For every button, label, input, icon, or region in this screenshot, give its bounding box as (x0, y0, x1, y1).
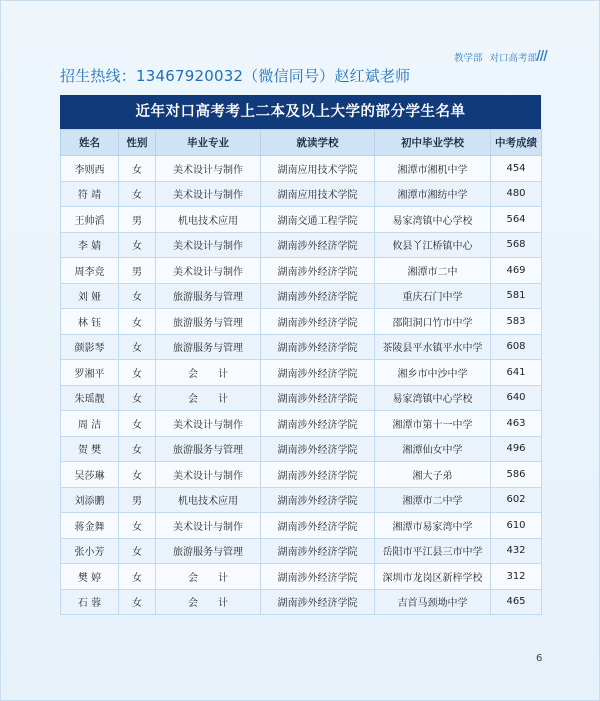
cell-university: 湖南涉外经济学院 (261, 487, 375, 513)
cell-gender: 女 (119, 283, 156, 309)
cell-middle-school: 湘潭市易家湾中学 (375, 513, 491, 539)
cell-middle-school: 邵阳洞口竹市中学 (375, 309, 491, 335)
cell-major: 美术设计与制作 (156, 411, 261, 437)
tag-teaching-dept: 教学部 (453, 53, 483, 64)
col-header-middle-school: 初中毕业学校 (375, 130, 491, 156)
cell-middle-school: 吉首马颈坳中学 (375, 589, 491, 615)
cell-gender: 女 (119, 436, 156, 462)
cell-major: 美术设计与制作 (156, 462, 261, 488)
cell-university: 湖南涉外经济学院 (261, 589, 375, 615)
cell-university: 湖南应用技术学院 (261, 181, 375, 207)
cell-score: 583 (491, 309, 542, 335)
cell-major: 美术设计与制作 (156, 156, 261, 182)
cell-name: 周 洁 (61, 411, 119, 437)
cell-score: 610 (491, 513, 542, 539)
col-header-name: 姓名 (61, 130, 119, 156)
cell-university: 湖南涉外经济学院 (261, 360, 375, 386)
col-header-score: 中考成绩 (491, 130, 542, 156)
table-title: 近年对口高考考上二本及以上大学的部分学生名单 (60, 95, 541, 129)
cell-name: 石 蓉 (61, 589, 119, 615)
cell-name: 颜影琴 (61, 334, 119, 360)
cell-score: 432 (491, 538, 542, 564)
cell-score: 480 (491, 181, 542, 207)
table-row (61, 462, 542, 488)
cell-gender: 女 (119, 385, 156, 411)
cell-major: 旅游服务与管理 (156, 538, 261, 564)
col-header-gender: 性别 (119, 130, 156, 156)
cell-score: 496 (491, 436, 542, 462)
cell-major: 会 计 (156, 589, 261, 615)
cell-major: 美术设计与制作 (156, 232, 261, 258)
cell-university: 湖南涉外经济学院 (261, 564, 375, 590)
cell-university: 湖南涉外经济学院 (261, 538, 375, 564)
hotline-text: 招生热线：13467920032（微信同号）赵红斌老师 (60, 67, 411, 85)
cell-gender: 女 (119, 538, 156, 564)
cell-university: 湖南涉外经济学院 (261, 462, 375, 488)
cell-gender: 女 (119, 181, 156, 207)
cell-middle-school: 湘潭市二中 (375, 258, 491, 284)
table-body (61, 156, 542, 615)
cell-middle-school: 湘潭市湘机中学 (375, 156, 491, 182)
cell-name: 吴莎琳 (61, 462, 119, 488)
cell-major: 旅游服务与管理 (156, 334, 261, 360)
section-tagline (454, 50, 537, 64)
cell-middle-school: 重庆石门中学 (375, 283, 491, 309)
cell-name: 符 靖 (61, 181, 119, 207)
cell-name: 刘添鹏 (61, 487, 119, 513)
cell-score: 581 (491, 283, 542, 309)
cell-score: 463 (491, 411, 542, 437)
cell-major: 会 计 (156, 385, 261, 411)
table-row (61, 411, 542, 437)
cell-gender: 女 (119, 334, 156, 360)
cell-gender: 女 (119, 513, 156, 539)
cell-major: 旅游服务与管理 (156, 436, 261, 462)
cell-score: 312 (491, 564, 542, 590)
cell-name: 朱瑶靓 (61, 385, 119, 411)
table-row (61, 334, 542, 360)
cell-score: 465 (491, 589, 542, 615)
cell-middle-school: 湘潭仙女中学 (375, 436, 491, 462)
cell-university: 湖南交通工程学院 (261, 207, 375, 233)
cell-middle-school: 湘潭市二中学 (375, 487, 491, 513)
cell-major: 旅游服务与管理 (156, 283, 261, 309)
cell-major: 会 计 (156, 360, 261, 386)
table-row (61, 258, 542, 284)
cell-gender: 女 (119, 564, 156, 590)
cell-score: 602 (491, 487, 542, 513)
cell-university: 湖南涉外经济学院 (261, 411, 375, 437)
table-row (61, 487, 542, 513)
cell-major: 机电技术应用 (156, 487, 261, 513)
stripes-icon (535, 50, 549, 61)
table-row (61, 156, 542, 182)
table-row (61, 513, 542, 539)
cell-middle-school: 深圳市龙岗区新梓学校 (375, 564, 491, 590)
cell-name: 刘 娅 (61, 283, 119, 309)
cell-name: 樊 婷 (61, 564, 119, 590)
cell-university: 湖南涉外经济学院 (261, 334, 375, 360)
cell-score: 608 (491, 334, 542, 360)
cell-gender: 女 (119, 156, 156, 182)
table-row (61, 181, 542, 207)
cell-major: 机电技术应用 (156, 207, 261, 233)
cell-gender: 男 (119, 207, 156, 233)
table-header-row (61, 130, 542, 156)
cell-gender: 女 (119, 411, 156, 437)
cell-major: 美术设计与制作 (156, 181, 261, 207)
cell-score: 469 (491, 258, 542, 284)
page-number: 6 (536, 653, 543, 664)
cell-university: 湖南涉外经济学院 (261, 258, 375, 284)
col-header-university: 就读学校 (261, 130, 375, 156)
cell-score: 564 (491, 207, 542, 233)
cell-name: 林 钰 (61, 309, 119, 335)
cell-name: 张小芳 (61, 538, 119, 564)
table-row (61, 309, 542, 335)
cell-gender: 女 (119, 309, 156, 335)
cell-gender: 女 (119, 589, 156, 615)
cell-name: 周李竞 (61, 258, 119, 284)
cell-major: 会 计 (156, 564, 261, 590)
cell-university: 湖南涉外经济学院 (261, 436, 375, 462)
cell-middle-school: 湘乡市中沙中学 (375, 360, 491, 386)
cell-middle-school: 茶陵县平水镇平水中学 (375, 334, 491, 360)
cell-middle-school: 易家湾镇中心学校 (375, 385, 491, 411)
cell-score: 641 (491, 360, 542, 386)
cell-score: 586 (491, 462, 542, 488)
cell-gender: 男 (119, 258, 156, 284)
cell-middle-school: 湘潭市第十一中学 (375, 411, 491, 437)
cell-middle-school: 岳阳市平江县三市中学 (375, 538, 491, 564)
cell-university: 湖南涉外经济学院 (261, 513, 375, 539)
cell-middle-school: 湘大子弟 (375, 462, 491, 488)
cell-name: 蒋金舞 (61, 513, 119, 539)
cell-university: 湖南涉外经济学院 (261, 232, 375, 258)
table-row (61, 538, 542, 564)
student-table (60, 129, 542, 615)
cell-name: 李则西 (61, 156, 119, 182)
cell-gender: 女 (119, 232, 156, 258)
table-row (61, 207, 542, 233)
table-row (61, 436, 542, 462)
table-row (61, 589, 542, 615)
cell-score: 454 (491, 156, 542, 182)
cell-score: 640 (491, 385, 542, 411)
cell-university: 湖南涉外经济学院 (261, 385, 375, 411)
cell-university: 湖南涉外经济学院 (261, 283, 375, 309)
table-row (61, 283, 542, 309)
cell-major: 美术设计与制作 (156, 513, 261, 539)
cell-middle-school: 湘潭市湘纺中学 (375, 181, 491, 207)
cell-name: 王帅滔 (61, 207, 119, 233)
cell-university: 湖南涉外经济学院 (261, 309, 375, 335)
table-row (61, 564, 542, 590)
cell-major: 旅游服务与管理 (156, 309, 261, 335)
cell-middle-school: 攸县丫江桥镇中心 (375, 232, 491, 258)
table-row (61, 232, 542, 258)
cell-name: 李 婧 (61, 232, 119, 258)
col-header-major: 毕业专业 (156, 130, 261, 156)
table-row (61, 360, 542, 386)
cell-middle-school: 易家湾镇中心学校 (375, 207, 491, 233)
cell-name: 罗湘平 (61, 360, 119, 386)
student-list-table-wrapper (60, 95, 541, 615)
cell-score: 568 (491, 232, 542, 258)
cell-gender: 女 (119, 462, 156, 488)
cell-gender: 女 (119, 360, 156, 386)
cell-university: 湖南应用技术学院 (261, 156, 375, 182)
cell-major: 美术设计与制作 (156, 258, 261, 284)
cell-name: 贺 樊 (61, 436, 119, 462)
tag-exam-dept: 对口高考部 (489, 53, 537, 64)
cell-gender: 男 (119, 487, 156, 513)
table-row (61, 385, 542, 411)
